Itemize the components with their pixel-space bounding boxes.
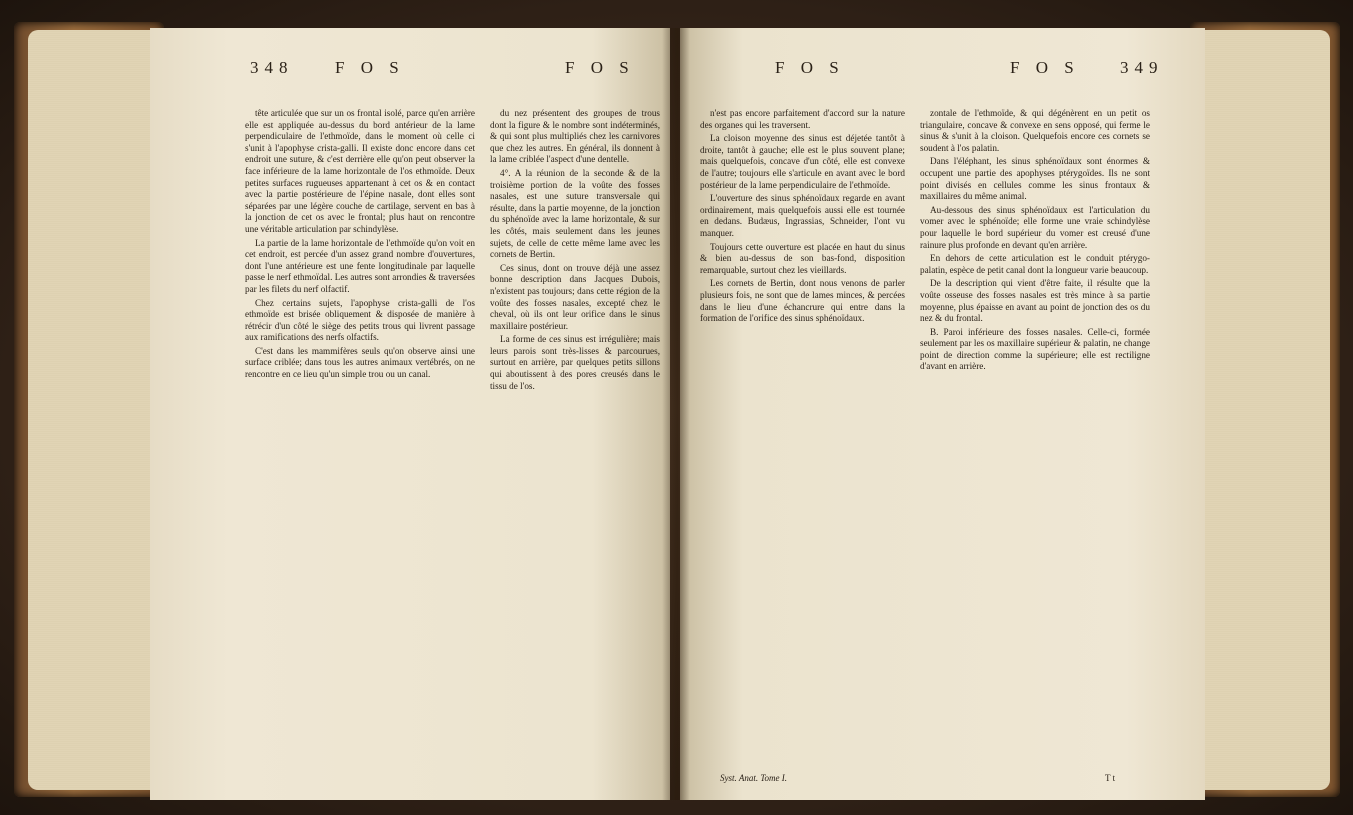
page-number-left: 348 <box>250 58 294 77</box>
right-page-column-2 <box>920 108 1150 375</box>
paragraph: B. Paroi inférieure des fosses nasales. Celle-ci, formée seulement par les os maxillaire supérieur & palatin, ne change point de direction comme la supérieure; elle est rectiligne d'avant en arrière. <box>920 326 1150 372</box>
left-page <box>150 28 670 800</box>
right-page <box>680 28 1205 800</box>
paragraph: L'ouverture des sinus sphénoïdaux regarde en avant ordinairement, mais quelquefois aussi elle est tournée en dedans. Budæus, Ingrassias, Schneider, l'ont vu manquer. <box>700 193 905 238</box>
paragraph: Toujours cette ouverture est placée en haut du sinus & bien au-dessus de son bas-fond, disposition remarquable, surtout chez les vieillards. <box>700 241 905 275</box>
paragraph: 4°. A la réunion de la seconde & de la troisième portion de la voûte des fosses nasales, est une suture transversale qui résulte, dans la partie moyenne, de la jonction du sphénoïde avec la lame horizontale, & sur les côtés, mais seulement dans les jeunes sujets, de celle de cette même lame avec les cornets de Bertin. <box>490 167 660 260</box>
paragraph: du nez présentent des groupes de trous dont la figure & le nombre sont indéterminés, & qui sont plus multipliés chez les carnivores que chez les autres. En général, ils donnent à la lame criblée l'aspect d'une dentelle. <box>490 108 660 165</box>
paragraph: Les cornets de Bertin, dont nous venons de parler plusieurs fois, ne sont que de lames minces, & percées dans le lieu d'une échancrure qui entre dans la formation de l'orifice des sinus sphénoïdaux. <box>700 278 905 324</box>
paragraph: n'est pas encore parfaitement d'accord sur la nature des organes qui les traversent. <box>700 108 905 130</box>
paragraph: tête articulée que sur un os frontal isolé, parce qu'en arrière elle est appliquée au-dessus du bord antérieur de la lame perpendiculaire de l'ethmoïde, dans le moment où celle ci s'unit à l'apophyse crista-galli. Il existe donc encore dans cet endroit une suture, & c'est derrière elle qu'on peut observer la face inférieure de la lame horizontale de l'os ethmoïde. Deux petites surfaces rugueuses appartenant à cet os & en contact avec la partie postérieure de l'épine nasale, dont elles sont séparées par une légère couche de cartilage, servent en bas à la jonction de cet os avec le frontal; plus haut on rencontre une véritable articulation par schindylèse. <box>245 108 475 234</box>
paragraph: La forme de ces sinus est irrégulière; mais leurs parois sont très-lisses & parcourues, surtout en arrière, par quelques petits sillons qui aboutissent à des pores creusés dans le tissu de l'os. <box>490 334 660 391</box>
page-edges-left <box>28 30 158 790</box>
paragraph: Chez certains sujets, l'apophyse crista-galli de l'os ethmoïde est brisée obliquement & disposée de manière à rétrécir d'un côté le siège des petits trous qui livrent passage aux ramifications des nerfs olfactifs. <box>245 297 475 343</box>
paragraph: Dans l'éléphant, les sinus sphénoïdaux sont énormes & occupent une partie des apophyses ptérygoïdes. Ils ne sont point divisés en cellules comme les sinus frontaux & maxillaires du même animal. <box>920 156 1150 202</box>
left-page-column-1 <box>245 108 475 383</box>
running-head-right-1: F O S <box>775 58 845 77</box>
paragraph: En dehors de cette articulation est le conduit ptérygo-palatin, espèce de petit canal dont la longueur varie beaucoup. <box>920 253 1150 275</box>
footer-signature: Syst. Anat. Tome I. <box>720 773 788 783</box>
running-head-right-2: F O S <box>1010 58 1080 77</box>
paragraph: C'est dans les mammifères seuls qu'on observe ainsi une surface criblée; dans tous les autres animaux vertébrés, on ne rencontre en ce lieu qu'un simple trou ou un canal. <box>245 345 475 380</box>
paragraph: zontale de l'ethmoïde, & qui dégénèrent en un petit os triangulaire, concave & convexe en sens opposé, qui ferme le sinus & s'unit à la cloison. Quelquefois encore ces cornets se soudent à l'os palatin. <box>920 108 1150 153</box>
paragraph: La cloison moyenne des sinus est déjetée tantôt à droite, tantôt à gauche; elle est le plus souvent plane; mais quelquefois, concave d'un côté, elle est convexe de l'autre; toujours elle s'articule en avant avec le bord postérieur de la lame perpendiculaire de l'ethmoïde. <box>700 133 905 190</box>
book-gutter <box>662 28 690 800</box>
page-edges-right <box>1195 30 1330 790</box>
paragraph: Au-dessous des sinus sphénoïdaux est l'articulation du vomer avec le sphénoïde; elle forme une vraie schindylèse pour laquelle le bord supérieur du vomer est creusé d'une rainure plus profonde en devant qu'en arrière. <box>920 204 1150 250</box>
footer-gathering-mark: T t <box>1105 773 1116 783</box>
page-number-right: 349 <box>1120 58 1164 77</box>
paragraph: De la description qui vient d'être faite, il résulte que la voûte osseuse des fosses nasales est très mince à sa partie moyenne, plus épaisse en avant au point de jonction des os du nez & du frontal. <box>920 278 1150 324</box>
right-page-column-1 <box>700 108 905 327</box>
left-page-column-2 <box>490 108 660 394</box>
running-head-left-2: F O S <box>565 58 635 77</box>
paragraph: Ces sinus, dont on trouve déjà une assez bonne description dans Jacques Dubois, n'existent pas toujours; dans cette région de la voûte des fosses nasales, excepté chez le cheval, où ils ont leur orifice dans le sinus maxillaire postérieur. <box>490 262 660 331</box>
running-head-left-1: F O S <box>335 58 405 77</box>
paragraph: La partie de la lame horizontale de l'ethmoïde qu'on voit en cet endroit, est percée d'un assez grand nombre d'ouvertures, dont l'une antérieure est une fente longitudinale par laquelle passe le nerf ethmoïdal. Les autres sont arrondies & traversées par les filets du nerf olfactif. <box>245 237 475 294</box>
